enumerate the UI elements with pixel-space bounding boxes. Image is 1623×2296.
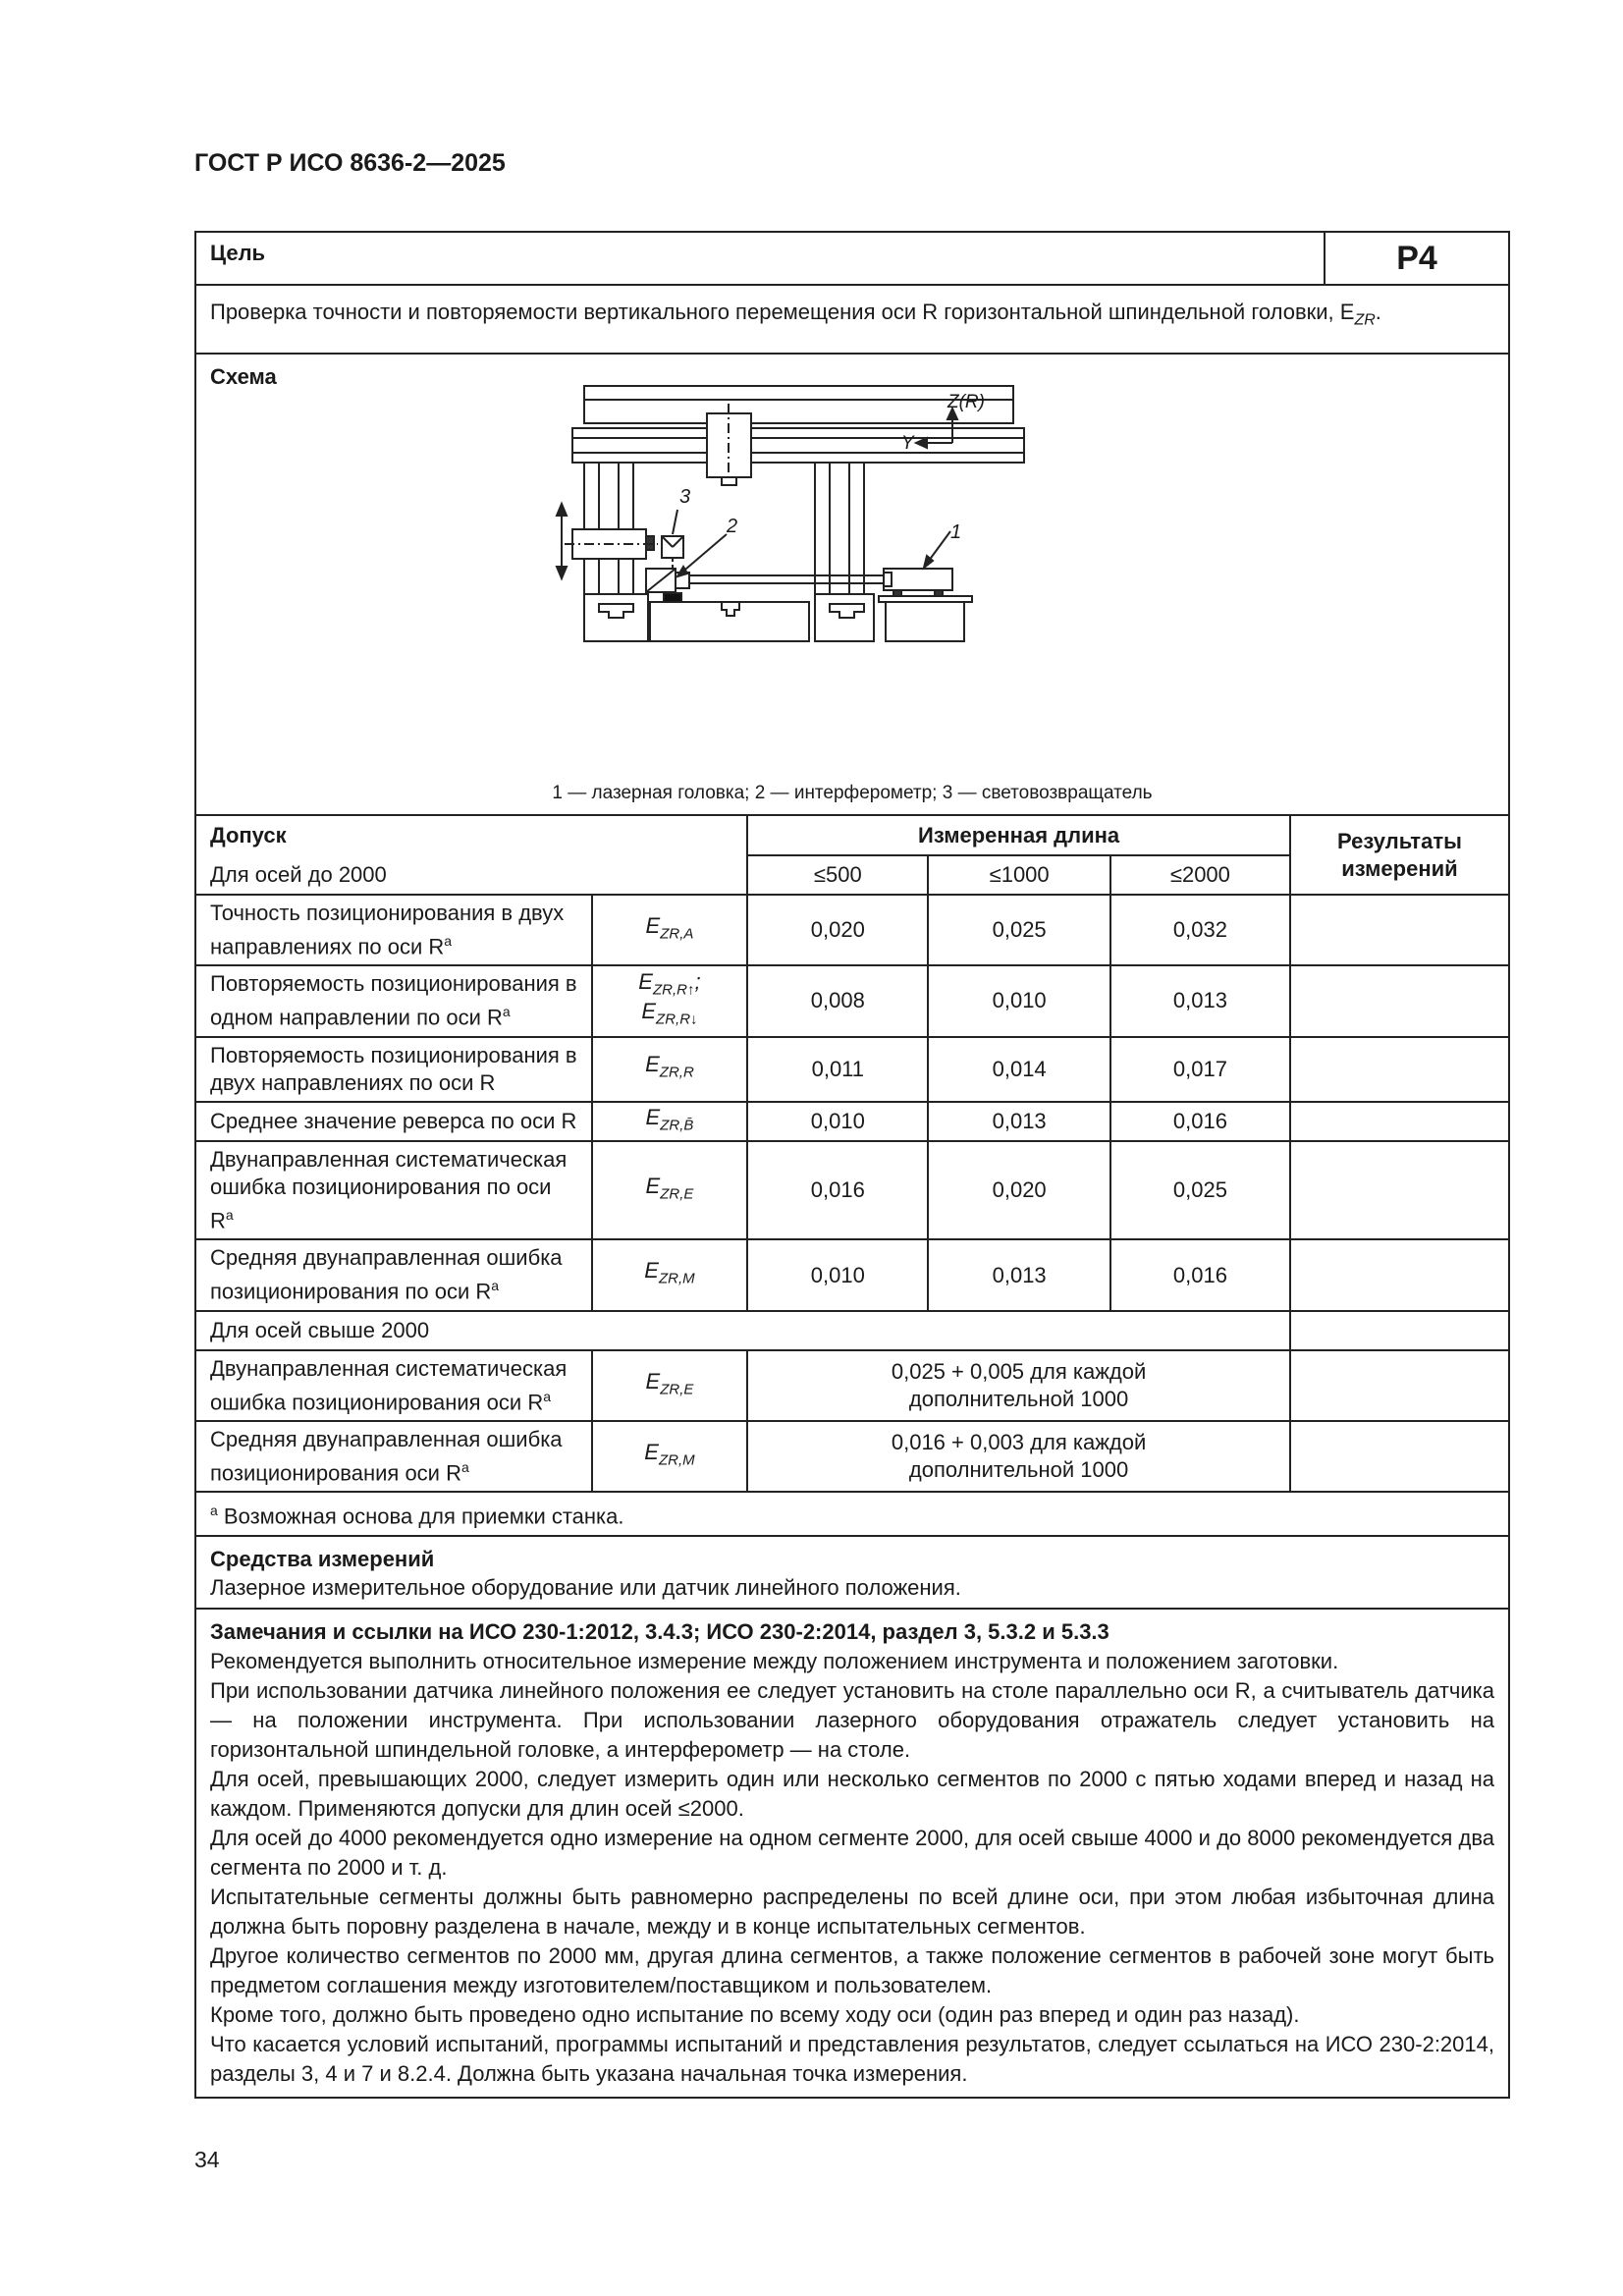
parameter-description: Повторяемость позиционирования в двух направлениях по оси R <box>195 1037 592 1102</box>
measurement-block <box>194 1537 1510 1610</box>
callout-3: 3 <box>679 486 691 508</box>
tolerance-title: Допуск <box>195 816 747 855</box>
footnote: $^a$ Возможная основа для приемки станка. <box>195 1492 1509 1535</box>
tolerance-value: 0,010 <box>747 1239 928 1310</box>
results-header: Результаты измерений <box>1290 816 1509 895</box>
tolerance-value: 0,010 <box>928 965 1109 1036</box>
remarks-paragraph: Другое количество сегментов по 2000 мм, другая длина сегментов, а также положение сегментов в рабочей зоне могут быть предметом соглашения между изготовителем/поставщиком и пользователем. <box>210 1942 1494 1997</box>
tolerance-value: 0,020 <box>928 1141 1109 1239</box>
parameter-symbol: $E_{ZR,E}$ <box>592 1350 747 1421</box>
page-number: 34 <box>194 2147 220 2172</box>
parameter-symbol: $E_{ZR,A}$ <box>592 895 747 965</box>
remarks-paragraph: Рекомендуется выполнить относительное измерение между положением инструмента и положением заготовки. <box>210 1648 1339 1673</box>
tolerance-row <box>195 1037 1509 1102</box>
tolerance-value: 0,011 <box>747 1037 928 1102</box>
length-header: ≤2000 <box>1110 855 1290 895</box>
tolerance-row <box>195 965 1509 1036</box>
parameter-symbol: $E_{ZR,E}$ <box>592 1141 747 1239</box>
tolerance-value: 0,017 <box>1110 1037 1290 1102</box>
result-cell <box>1290 895 1509 965</box>
result-cell <box>1290 1037 1509 1102</box>
tolerance-value: 0,013 <box>928 1102 1109 1141</box>
tolerance-value: 0,010 <box>747 1102 928 1141</box>
parameter-description: Средняя двунаправленная ошибка позиционирования оси $R^a$ <box>195 1421 592 1492</box>
result-cell <box>1290 1141 1509 1239</box>
remarks-paragraph: Что касается условий испытаний, программы испытаний и представления результатов, следует ссылаться на ИСО 230-2:2014, разделы 3, 4 и 7 и 8.2.4. Должна быть указана начальная точка измерения. <box>210 2031 1494 2086</box>
result-cell <box>1290 1350 1509 1421</box>
tolerance-row <box>195 1350 1509 1421</box>
remarks-paragraph: Кроме того, должно быть проведено одно испытание по всему ходу оси (один раз вперед и один раз назад). <box>210 2001 1300 2027</box>
remarks-paragraph: Испытательные сегменты должны быть равномерно распределены по всей длине оси, при этом любая избыточная длина должна быть поровну разделена в начале, между и в конце испытательных сегментов. <box>210 1884 1494 1939</box>
scheme-caption: 1 — лазерная головка; 2 — интерферометр; 3 — световозвращатель <box>552 783 1153 803</box>
tolerance-subtitle: Для осей до 2000 <box>195 855 747 895</box>
parameter-symbol: $E_{ZR,R↑}$; $E_{ZR,R↓}$ <box>592 965 747 1036</box>
scheme-block <box>194 355 1510 816</box>
measurement-text: Лазерное измерительное оборудование или датчик линейного положения. <box>210 1574 961 1600</box>
length-header: ≤1000 <box>928 855 1109 895</box>
tolerance-value: 0,013 <box>928 1239 1109 1310</box>
tolerance-value: 0,016 <box>1110 1239 1290 1310</box>
measurement-title: Средства измерений <box>210 1546 435 1571</box>
result-cell <box>1290 1102 1509 1141</box>
tolerance-row <box>195 1421 1509 1492</box>
goal-label: Цель <box>210 241 266 265</box>
tolerance-row <box>195 1239 1509 1310</box>
tolerance-value: 0,032 <box>1110 895 1290 965</box>
tolerance-value: 0,020 <box>747 895 928 965</box>
result-cell <box>1290 1239 1509 1310</box>
tolerance-value: 0,013 <box>1110 965 1290 1036</box>
result-cell <box>1290 1311 1509 1350</box>
measured-length-header: Измеренная длина <box>747 816 1290 855</box>
result-cell <box>1290 1421 1509 1492</box>
parameter-symbol: $E_{ZR,M}$ <box>592 1239 747 1310</box>
axis-y-label: Y <box>901 433 914 454</box>
goal-block <box>194 231 1510 355</box>
tolerance-value: 0,016 <box>1110 1102 1290 1141</box>
parameter-symbol: $E_{ZR,B̄}$ <box>592 1102 747 1141</box>
tolerance-formula: 0,016 + 0,003 для каждой дополнительной 1000 <box>747 1421 1290 1492</box>
tolerance-value: 0,008 <box>747 965 928 1036</box>
tolerance-row <box>195 1141 1509 1239</box>
axis-z-label: Z(R) <box>947 392 985 412</box>
remarks-block <box>194 1610 1510 2099</box>
laser-stand <box>886 602 964 641</box>
parameter-description: Двунаправленная систематическая ошибка позиционирования оси $R^a$ <box>195 1350 592 1421</box>
tolerance-row <box>195 1102 1509 1141</box>
laser-head <box>884 569 952 590</box>
tolerance-table <box>194 816 1510 1537</box>
test-code: P4 <box>1324 233 1508 284</box>
remarks-paragraph: При использовании датчика линейного положения ее следует установить на столе параллельно оси R, а считыватель датчика — на положении инструмента. При использовании лазерного оборудования отражатель следует установить на горизонтальной шпиндельной головке, а интерферометр — на столе. <box>210 1677 1495 1762</box>
callout-1: 1 <box>950 521 962 543</box>
length-header: ≤500 <box>747 855 928 895</box>
document-header: ГОСТ Р ИСО 8636-2—2025 <box>194 149 506 177</box>
tolerance-value: 0,025 <box>1110 1141 1290 1239</box>
over-2000-title: Для осей свыше 2000 <box>195 1311 1290 1350</box>
test-sheet <box>194 231 1510 2099</box>
purpose-text: Проверка точности и повторяемости вертикального перемещения оси R горизонтальной шпиндельной головки, $E_{ZR}$. <box>210 300 1381 329</box>
tolerance-row <box>195 895 1509 965</box>
tolerance-value: 0,025 <box>928 895 1109 965</box>
parameter-description: Двунаправленная систематическая ошибка позиционирования по оси $R^a$ <box>195 1141 592 1239</box>
parameter-description: Точность позиционирования в двух направлениях по оси $R^a$ <box>195 895 592 965</box>
right-column <box>815 463 864 594</box>
parameter-description: Повторяемость позиционирования в одном направлении по оси $R^a$ <box>195 965 592 1036</box>
machine-diagram <box>196 355 1508 814</box>
tolerance-value: 0,014 <box>928 1037 1109 1102</box>
parameter-symbol: $E_{ZR,R}$ <box>592 1037 747 1102</box>
remarks-paragraph: Для осей, превышающих 2000, следует измерить один или несколько сегментов по 2000 с пятью ходами вперед и назад на каждом. Применяются допуски для длин осей ≤2000. <box>210 1766 1494 1821</box>
remarks-paragraph: Для осей до 4000 рекомендуется одно измерение на одном сегменте 2000, для осей свыше 4000 и до 8000 рекомендуется два сегмента по 2000 и т. д. <box>210 1825 1494 1880</box>
callout-2: 2 <box>727 516 738 537</box>
tolerance-value: 0,016 <box>747 1141 928 1239</box>
crossbeam <box>572 428 1024 463</box>
parameter-description: Средняя двунаправленная ошибка позиционирования по оси $R^a$ <box>195 1239 592 1310</box>
parameter-symbol: $E_{ZR,M}$ <box>592 1421 747 1492</box>
machine-table <box>650 602 809 641</box>
scheme-title: Схема <box>210 364 277 389</box>
result-cell <box>1290 965 1509 1036</box>
tolerance-formula: 0,025 + 0,005 для каждой дополнительной 1000 <box>747 1350 1290 1421</box>
remarks-title: Замечания и ссылки на ИСО 230-1:2012, 3.4.3; ИСО 230-2:2014, раздел 3, 5.3.2 и 5.3.3 <box>210 1618 1109 1644</box>
parameter-description: Среднее значение реверса по оси R <box>195 1102 592 1141</box>
